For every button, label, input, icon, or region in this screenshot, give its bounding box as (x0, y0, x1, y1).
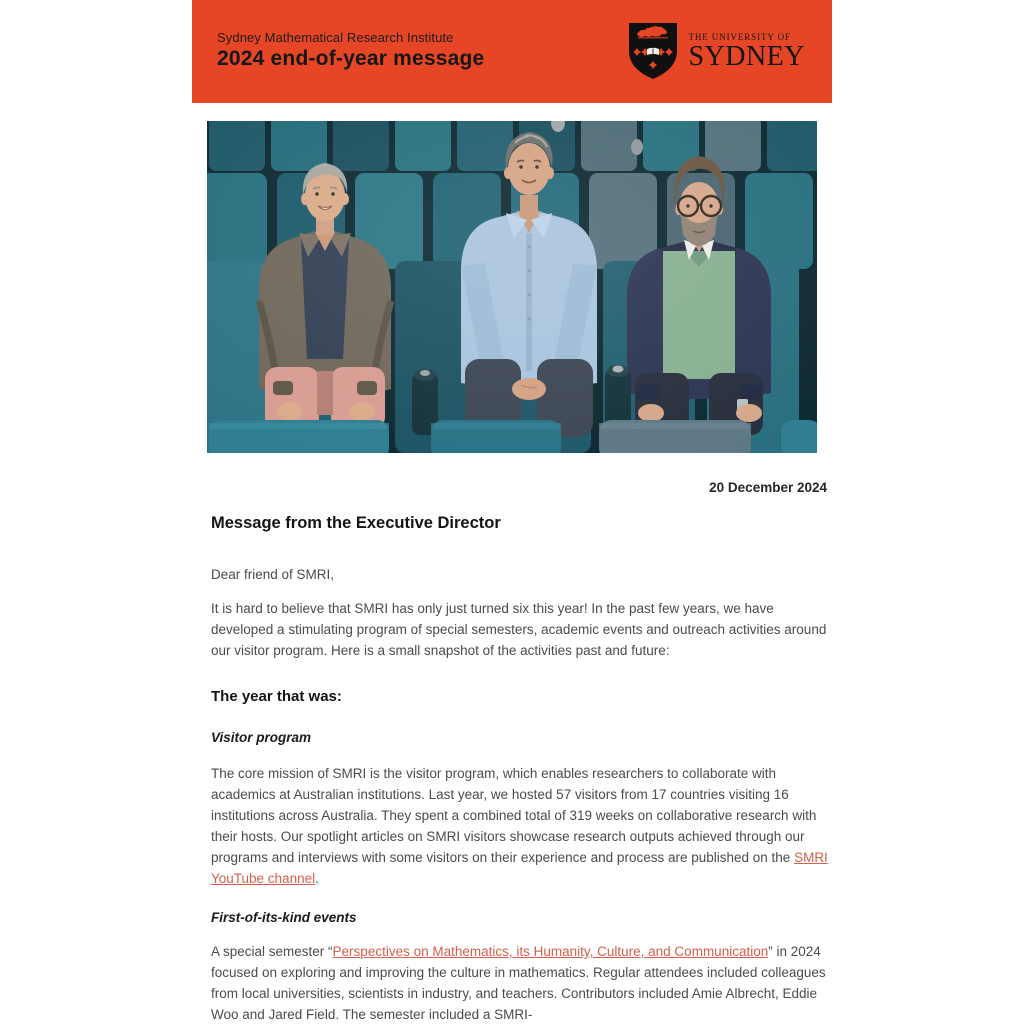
university-logo-line1: THE UNIVERSITY OF (688, 31, 791, 42)
org-name: Sydney Mathematical Research Institute (217, 30, 454, 45)
subheading-first-of-its-kind-events: First-of-its-kind events (211, 910, 357, 925)
university-logo-text (688, 32, 805, 71)
date: 20 December 2024 (709, 480, 827, 495)
subheading-visitor-program: Visitor program (211, 730, 312, 745)
hero-photo (207, 121, 817, 453)
events-paragraph (211, 941, 830, 1025)
salutation: Dear friend of SMRI, (211, 567, 335, 582)
auditorium-photo-illustration (207, 121, 817, 453)
newsletter-title: 2024 end-of-year message (217, 47, 485, 70)
intro-paragraph: It is hard to believe that SMRI has only just turned six this year! In the past few years, we have developed a stimulating program of special semesters, academic events and outreach activities around our visitor program. Here is a small snapshot of the activities past and future: (211, 601, 827, 658)
text-segment: . (315, 871, 319, 886)
smri-youtube-channel-link[interactable]: SMRI YouTube channel (211, 850, 828, 886)
text-segment: A special semester “ (211, 944, 333, 959)
text-segment: ” in 2024 focused on exploring and improving the culture in mathematics. Regular attendees included colleagues from local universities, scientists in industry, and teachers. Contributors included Amie Albrecht, Eddie Woo and Jared Field. The semester included a SMRI- (211, 944, 826, 1022)
text-segment: The core mission of SMRI is the visitor program, which enables researchers to collaborate with academics at Australian institutions. Last year, we hosted 57 visitors from 17 countries visiting 16 institutions across Australia. They spent a combined total of 319 weeks on collaborative research with their hosts. Our spotlight articles on SMRI visitors showcase research outputs achieved through our programs and interviews with some visitors on their experience and process are published on the (211, 766, 817, 865)
university-logo-line2: SYDNEY (688, 40, 805, 72)
section-heading-year-that-was: The year that was: (211, 688, 342, 705)
header-banner (192, 0, 832, 103)
message-heading: Message from the Executive Director (211, 514, 501, 532)
university-shield-icon (627, 21, 679, 81)
special-semester-link[interactable]: Perspectives on Mathematics, its Humanity, Culture, and Communication (332, 944, 769, 959)
visitor-program-paragraph (211, 763, 830, 889)
university-logo (627, 21, 805, 81)
